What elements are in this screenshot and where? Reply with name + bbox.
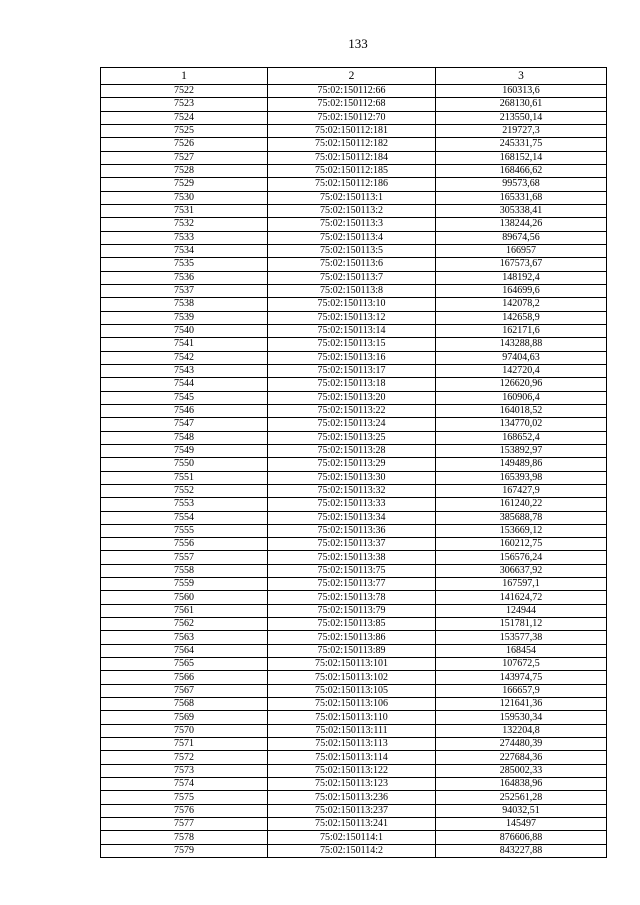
value-cell: 149489,86 (436, 458, 607, 471)
table-row (101, 698, 607, 711)
table-row (101, 444, 607, 457)
value-cell: 219727,3 (436, 124, 607, 137)
table-row (101, 644, 607, 657)
value-cell: 141624,72 (436, 591, 607, 604)
cadastral-number-cell: 75:02:150113:2 (268, 204, 436, 217)
row-number-cell: 7559 (101, 578, 268, 591)
table-row (101, 564, 607, 577)
row-number-cell: 7565 (101, 658, 268, 671)
value-cell: 153892,97 (436, 444, 607, 457)
row-number-cell: 7551 (101, 471, 268, 484)
cadastral-number-cell: 75:02:150113:79 (268, 604, 436, 617)
table-row (101, 778, 607, 791)
row-number-cell: 7575 (101, 791, 268, 804)
value-cell: 165331,68 (436, 191, 607, 204)
table-row (101, 244, 607, 257)
cadastral-number-cell: 75:02:150113:1 (268, 191, 436, 204)
table-row (101, 618, 607, 631)
value-cell: 143974,75 (436, 671, 607, 684)
cadastral-number-cell: 75:02:150113:86 (268, 631, 436, 644)
row-number-cell: 7578 (101, 831, 268, 844)
table-row (101, 524, 607, 537)
table-row (101, 684, 607, 697)
table-row (101, 764, 607, 777)
row-number-cell: 7579 (101, 844, 268, 857)
row-number-cell: 7567 (101, 684, 268, 697)
value-cell: 126620,96 (436, 378, 607, 391)
value-cell: 145497 (436, 818, 607, 831)
row-number-cell: 7545 (101, 391, 268, 404)
cadastral-number-cell: 75:02:150113:10 (268, 298, 436, 311)
value-cell: 876606,88 (436, 831, 607, 844)
value-cell: 124944 (436, 604, 607, 617)
table-row (101, 418, 607, 431)
row-number-cell: 7558 (101, 564, 268, 577)
value-cell: 94032,51 (436, 804, 607, 817)
value-cell: 168466,62 (436, 164, 607, 177)
table-row (101, 364, 607, 377)
table-row (101, 138, 607, 151)
column-header-2: 2 (268, 68, 436, 85)
cadastral-number-cell: 75:02:150113:6 (268, 258, 436, 271)
value-cell: 156576,24 (436, 551, 607, 564)
row-number-cell: 7534 (101, 244, 268, 257)
value-cell: 143288,88 (436, 338, 607, 351)
value-cell: 107672,5 (436, 658, 607, 671)
cadastral-number-cell: 75:02:150112:68 (268, 98, 436, 111)
table-row (101, 284, 607, 297)
row-number-cell: 7572 (101, 751, 268, 764)
table-row (101, 218, 607, 231)
row-number-cell: 7523 (101, 98, 268, 111)
table-row (101, 111, 607, 124)
table-row (101, 791, 607, 804)
value-cell: 160906,4 (436, 391, 607, 404)
value-cell: 268130,61 (436, 98, 607, 111)
table-row (101, 98, 607, 111)
row-number-cell: 7555 (101, 524, 268, 537)
row-number-cell: 7547 (101, 418, 268, 431)
value-cell: 164018,52 (436, 404, 607, 417)
cadastral-number-cell: 75:02:150113:3 (268, 218, 436, 231)
value-cell: 162171,6 (436, 324, 607, 337)
cadastral-number-cell: 75:02:150113:20 (268, 391, 436, 404)
row-number-cell: 7537 (101, 284, 268, 297)
row-number-cell: 7569 (101, 711, 268, 724)
value-cell: 843227,88 (436, 844, 607, 857)
cadastral-number-cell: 75:02:150112:70 (268, 111, 436, 124)
cadastral-number-cell: 75:02:150113:24 (268, 418, 436, 431)
table-row (101, 804, 607, 817)
table-row (101, 164, 607, 177)
value-cell: 167597,1 (436, 578, 607, 591)
table-row (101, 844, 607, 857)
row-number-cell: 7560 (101, 591, 268, 604)
value-cell: 153577,38 (436, 631, 607, 644)
table-row (101, 391, 607, 404)
cadastral-number-cell: 75:02:150113:25 (268, 431, 436, 444)
value-cell: 213550,14 (436, 111, 607, 124)
cadastral-number-cell: 75:02:150113:105 (268, 684, 436, 697)
value-cell: 166957 (436, 244, 607, 257)
table-row (101, 751, 607, 764)
row-number-cell: 7576 (101, 804, 268, 817)
data-table (100, 67, 607, 858)
cadastral-number-cell: 75:02:150112:66 (268, 85, 436, 98)
row-number-cell: 7552 (101, 484, 268, 497)
row-number-cell: 7532 (101, 218, 268, 231)
column-header-3: 3 (436, 68, 607, 85)
table-row (101, 498, 607, 511)
row-number-cell: 7562 (101, 618, 268, 631)
cadastral-number-cell: 75:02:150112:184 (268, 151, 436, 164)
cadastral-number-cell: 75:02:150113:241 (268, 818, 436, 831)
table-row (101, 578, 607, 591)
cadastral-number-cell: 75:02:150112:181 (268, 124, 436, 137)
cadastral-number-cell: 75:02:150113:33 (268, 498, 436, 511)
cadastral-number-cell: 75:02:150112:182 (268, 138, 436, 151)
cadastral-number-cell: 75:02:150113:111 (268, 724, 436, 737)
value-cell: 166657,9 (436, 684, 607, 697)
table-row (101, 591, 607, 604)
cadastral-number-cell: 75:02:150113:110 (268, 711, 436, 724)
value-cell: 306637,92 (436, 564, 607, 577)
row-number-cell: 7573 (101, 764, 268, 777)
table-row (101, 818, 607, 831)
value-cell: 168652,4 (436, 431, 607, 444)
value-cell: 167573,67 (436, 258, 607, 271)
row-number-cell: 7524 (101, 111, 268, 124)
value-cell: 227684,36 (436, 751, 607, 764)
cadastral-number-cell: 75:02:150113:8 (268, 284, 436, 297)
row-number-cell: 7536 (101, 271, 268, 284)
row-number-cell: 7539 (101, 311, 268, 324)
row-number-cell: 7548 (101, 431, 268, 444)
page-number: 133 (348, 36, 368, 51)
table-row (101, 178, 607, 191)
header-row (101, 68, 607, 85)
value-cell: 97404,63 (436, 351, 607, 364)
value-cell: 142078,2 (436, 298, 607, 311)
table-row (101, 471, 607, 484)
row-number-cell: 7540 (101, 324, 268, 337)
row-number-cell: 7571 (101, 738, 268, 751)
cadastral-number-cell: 75:02:150113:28 (268, 444, 436, 457)
row-number-cell: 7525 (101, 124, 268, 137)
cadastral-number-cell: 75:02:150113:34 (268, 511, 436, 524)
value-cell: 89674,56 (436, 231, 607, 244)
cadastral-number-cell: 75:02:150113:113 (268, 738, 436, 751)
row-number-cell: 7556 (101, 538, 268, 551)
column-header-1: 1 (101, 68, 268, 85)
value-cell: 151781,12 (436, 618, 607, 631)
table-row (101, 85, 607, 98)
table-row (101, 378, 607, 391)
table-row (101, 538, 607, 551)
table-row (101, 338, 607, 351)
cadastral-number-cell: 75:02:150113:37 (268, 538, 436, 551)
value-cell: 142658,9 (436, 311, 607, 324)
value-cell: 305338,41 (436, 204, 607, 217)
table-body (101, 85, 607, 858)
row-number-cell: 7549 (101, 444, 268, 457)
value-cell: 285002,33 (436, 764, 607, 777)
table-row (101, 738, 607, 751)
row-number-cell: 7564 (101, 644, 268, 657)
row-number-cell: 7574 (101, 778, 268, 791)
table-row (101, 431, 607, 444)
value-cell: 274480,39 (436, 738, 607, 751)
cadastral-number-cell: 75:02:150113:18 (268, 378, 436, 391)
value-cell: 160313,6 (436, 85, 607, 98)
row-number-cell: 7568 (101, 698, 268, 711)
cadastral-number-cell: 75:02:150112:186 (268, 178, 436, 191)
table-row (101, 258, 607, 271)
value-cell: 153669,12 (436, 524, 607, 537)
cadastral-number-cell: 75:02:150113:32 (268, 484, 436, 497)
row-number-cell: 7557 (101, 551, 268, 564)
table-row (101, 458, 607, 471)
cadastral-number-cell: 75:02:150113:106 (268, 698, 436, 711)
value-cell: 138244,26 (436, 218, 607, 231)
cadastral-number-cell: 75:02:150113:123 (268, 778, 436, 791)
cadastral-number-cell: 75:02:150113:14 (268, 324, 436, 337)
table-row (101, 298, 607, 311)
row-number-cell: 7550 (101, 458, 268, 471)
cadastral-number-cell: 75:02:150113:5 (268, 244, 436, 257)
row-number-cell: 7528 (101, 164, 268, 177)
cadastral-number-cell: 75:02:150113:236 (268, 791, 436, 804)
table-row (101, 204, 607, 217)
row-number-cell: 7563 (101, 631, 268, 644)
value-cell: 164699,6 (436, 284, 607, 297)
table-row (101, 311, 607, 324)
table-row (101, 124, 607, 137)
row-number-cell: 7542 (101, 351, 268, 364)
value-cell: 385688,78 (436, 511, 607, 524)
value-cell: 164838,96 (436, 778, 607, 791)
table-row (101, 711, 607, 724)
value-cell: 132204,8 (436, 724, 607, 737)
value-cell: 142720,4 (436, 364, 607, 377)
row-number-cell: 7553 (101, 498, 268, 511)
value-cell: 168454 (436, 644, 607, 657)
value-cell: 245331,75 (436, 138, 607, 151)
value-cell: 148192,4 (436, 271, 607, 284)
cadastral-number-cell: 75:02:150114:2 (268, 844, 436, 857)
table-row (101, 151, 607, 164)
cadastral-number-cell: 75:02:150114:1 (268, 831, 436, 844)
table-row (101, 191, 607, 204)
row-number-cell: 7544 (101, 378, 268, 391)
row-number-cell: 7543 (101, 364, 268, 377)
row-number-cell: 7538 (101, 298, 268, 311)
row-number-cell: 7526 (101, 138, 268, 151)
row-number-cell: 7541 (101, 338, 268, 351)
table-row (101, 631, 607, 644)
cadastral-number-cell: 75:02:150113:7 (268, 271, 436, 284)
table-row (101, 351, 607, 364)
cadastral-number-cell: 75:02:150113:101 (268, 658, 436, 671)
value-cell: 167427,9 (436, 484, 607, 497)
cadastral-number-cell: 75:02:150113:4 (268, 231, 436, 244)
cadastral-number-cell: 75:02:150113:12 (268, 311, 436, 324)
table-row (101, 404, 607, 417)
cadastral-number-cell: 75:02:150113:85 (268, 618, 436, 631)
cadastral-number-cell: 75:02:150113:102 (268, 671, 436, 684)
table-row (101, 324, 607, 337)
cadastral-number-cell: 75:02:150113:16 (268, 351, 436, 364)
row-number-cell: 7546 (101, 404, 268, 417)
value-cell: 168152,14 (436, 151, 607, 164)
table-row (101, 551, 607, 564)
table-row (101, 271, 607, 284)
value-cell: 121641,36 (436, 698, 607, 711)
row-number-cell: 7522 (101, 85, 268, 98)
row-number-cell: 7561 (101, 604, 268, 617)
cadastral-number-cell: 75:02:150113:237 (268, 804, 436, 817)
value-cell: 134770,02 (436, 418, 607, 431)
row-number-cell: 7531 (101, 204, 268, 217)
table-row (101, 671, 607, 684)
table-row (101, 511, 607, 524)
cadastral-number-cell: 75:02:150113:114 (268, 751, 436, 764)
value-cell: 252561,28 (436, 791, 607, 804)
value-cell: 99573,68 (436, 178, 607, 191)
cadastral-number-cell: 75:02:150113:36 (268, 524, 436, 537)
cadastral-number-cell: 75:02:150113:78 (268, 591, 436, 604)
value-cell: 161240,22 (436, 498, 607, 511)
row-number-cell: 7577 (101, 818, 268, 831)
row-number-cell: 7527 (101, 151, 268, 164)
row-number-cell: 7554 (101, 511, 268, 524)
cadastral-number-cell: 75:02:150113:30 (268, 471, 436, 484)
row-number-cell: 7566 (101, 671, 268, 684)
row-number-cell: 7570 (101, 724, 268, 737)
table-row (101, 484, 607, 497)
row-number-cell: 7535 (101, 258, 268, 271)
row-number-cell: 7530 (101, 191, 268, 204)
table-header (101, 68, 607, 85)
cadastral-number-cell: 75:02:150113:15 (268, 338, 436, 351)
cadastral-number-cell: 75:02:150113:77 (268, 578, 436, 591)
table-row (101, 831, 607, 844)
value-cell: 159530,34 (436, 711, 607, 724)
cadastral-number-cell: 75:02:150113:17 (268, 364, 436, 377)
row-number-cell: 7529 (101, 178, 268, 191)
table-row (101, 604, 607, 617)
value-cell: 160212,75 (436, 538, 607, 551)
cadastral-number-cell: 75:02:150113:75 (268, 564, 436, 577)
cadastral-number-cell: 75:02:150112:185 (268, 164, 436, 177)
value-cell: 165393,98 (436, 471, 607, 484)
cadastral-number-cell: 75:02:150113:22 (268, 404, 436, 417)
cadastral-number-cell: 75:02:150113:29 (268, 458, 436, 471)
table-row (101, 658, 607, 671)
table-row (101, 724, 607, 737)
cadastral-number-cell: 75:02:150113:89 (268, 644, 436, 657)
row-number-cell: 7533 (101, 231, 268, 244)
cadastral-number-cell: 75:02:150113:38 (268, 551, 436, 564)
cadastral-number-cell: 75:02:150113:122 (268, 764, 436, 777)
table-row (101, 231, 607, 244)
